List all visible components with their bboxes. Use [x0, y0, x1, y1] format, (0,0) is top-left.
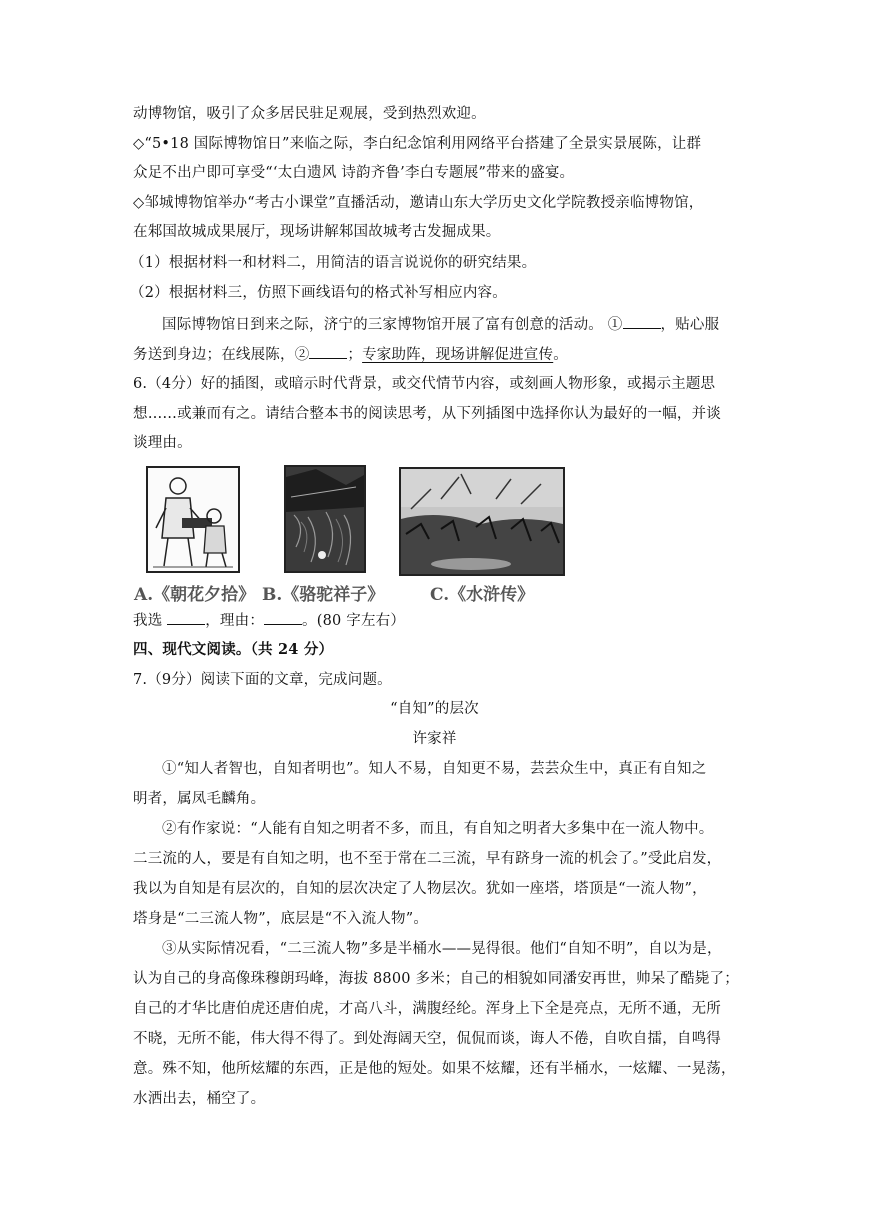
paragraph-line: ③从实际情况看，“二三流人物”多是半桶水——晃得很。他们“自知不明”，自以为是，	[162, 941, 722, 957]
essay-author: 许家祥	[412, 731, 457, 747]
text-line: 在邾国故城成果展厅，现场讲解邾国故城考古发掘成果。	[133, 224, 501, 240]
illustration-a-image	[148, 468, 238, 571]
section-heading: 四、现代文阅读。（共 24 分）	[133, 641, 334, 658]
paragraph-line: ①“知人者智也，自知者明也”。知人不易，自知更不易，芸芸众生中，真正有自知之	[162, 761, 707, 777]
paragraph-line: 自己的才华比唐伯虎还唐伯虎，才高八斗，满腹经纶。浑身上下全是亮点，无所不通，无所	[133, 1001, 721, 1017]
choice-blank[interactable]	[167, 610, 205, 625]
answer-blank-2[interactable]	[309, 344, 347, 359]
paragraph-line: 认为自己的身高像珠穆朗玛峰，海拔 8800 多米；自己的相貌如同潘安再世，帅呆了酷毙了；	[133, 971, 739, 987]
caption-c: C.《水浒传》	[430, 585, 535, 605]
text-line: ◇邹城博物馆举办“考古小课堂”直播活动，邀请山东大学历史文化学院教授亲临博物馆，	[133, 195, 704, 211]
fill-line-2: 务送到身边；在线展陈，② ；专家助阵，现场讲解促进宣传。	[133, 344, 743, 365]
illustration-c[interactable]	[399, 467, 565, 576]
text-line: 动博物馆，吸引了众多居民驻足观展，受到热烈欢迎。	[133, 106, 486, 122]
paragraph-line: ②有作家说：“人能有自知之明者不多，而且，有自知之明者大多集中在一流人物中。	[162, 821, 714, 837]
question-6-line: 谈理由。	[133, 435, 192, 451]
question-6-line: 6.（4分）好的插图，或暗示时代背景，或交代情节内容，或刻画人物形象，或揭示主题思	[133, 376, 716, 392]
essay-title: “自知”的层次	[390, 701, 479, 717]
underlined-sample: 专家助阵，现场讲解促进宣传	[362, 347, 554, 363]
paragraph-line: 我以为自知是有层次的，自知的层次决定了人物层次。犹如一座塔，塔顶是“一流人物”，	[133, 881, 707, 897]
question-6-line: 想……或兼而有之。请结合整本书的阅读思考，从下列插图中选择你认为最好的一幅，并谈	[133, 406, 721, 422]
choice-line: 我选 ，理由： 。(80 字左右）	[133, 610, 743, 631]
paragraph-line: 明者，属凤毛麟角。	[133, 791, 266, 807]
illustration-b-image	[286, 467, 364, 571]
paragraph-line: 二三流的人，要是有自知之明，也不至于常在二三流，早有跻身一流的机会了。”受此启发，	[133, 851, 722, 867]
caption-a: A.《朝花夕拾》	[134, 585, 256, 605]
paragraph-line: 水洒出去，桶空了。	[133, 1091, 266, 1107]
illustration-a[interactable]	[146, 466, 240, 573]
text-line: 众足不出户即可享受“‘太白遗风 诗韵齐鲁’李白专题展”带来的盛宴。	[133, 165, 575, 181]
paragraph-line: 不晓，无所不能，伟大得不得了。到处海阔天空，侃侃而谈，诲人不倦，自吹自擂，自鸣得	[133, 1031, 721, 1047]
illustration-c-image	[401, 469, 563, 574]
reason-blank[interactable]	[264, 610, 302, 625]
paragraph-line: 意。殊不知，他所炫耀的东西，正是他的短处。如果不炫耀，还有半桶水，一炫耀、一晃荡，	[133, 1061, 736, 1077]
question-7: 7.（9分）阅读下面的文章，完成问题。	[133, 672, 392, 688]
caption-b: B.《骆驼祥子》	[262, 585, 385, 605]
question-part-1: （1）根据材料一和材料二，用简洁的语言说说你的研究结果。	[130, 255, 537, 271]
illustration-b[interactable]	[284, 465, 366, 573]
question-part-2: （2）根据材料三，仿照下画线语句的格式补写相应内容。	[130, 285, 507, 301]
fill-line-1: 国际博物馆日到来之际，济宁的三家博物馆开展了富有创意的活动。 ① ，贴心服	[162, 314, 772, 335]
answer-blank-1[interactable]	[623, 314, 661, 329]
text-line: ◇“5•18 国际博物馆日”来临之际，李白纪念馆利用网络平台搭建了全景实景展陈，让群	[133, 136, 702, 152]
paragraph-line: 塔身是“二三流人物”，底层是“不入流人物”。	[133, 911, 429, 927]
